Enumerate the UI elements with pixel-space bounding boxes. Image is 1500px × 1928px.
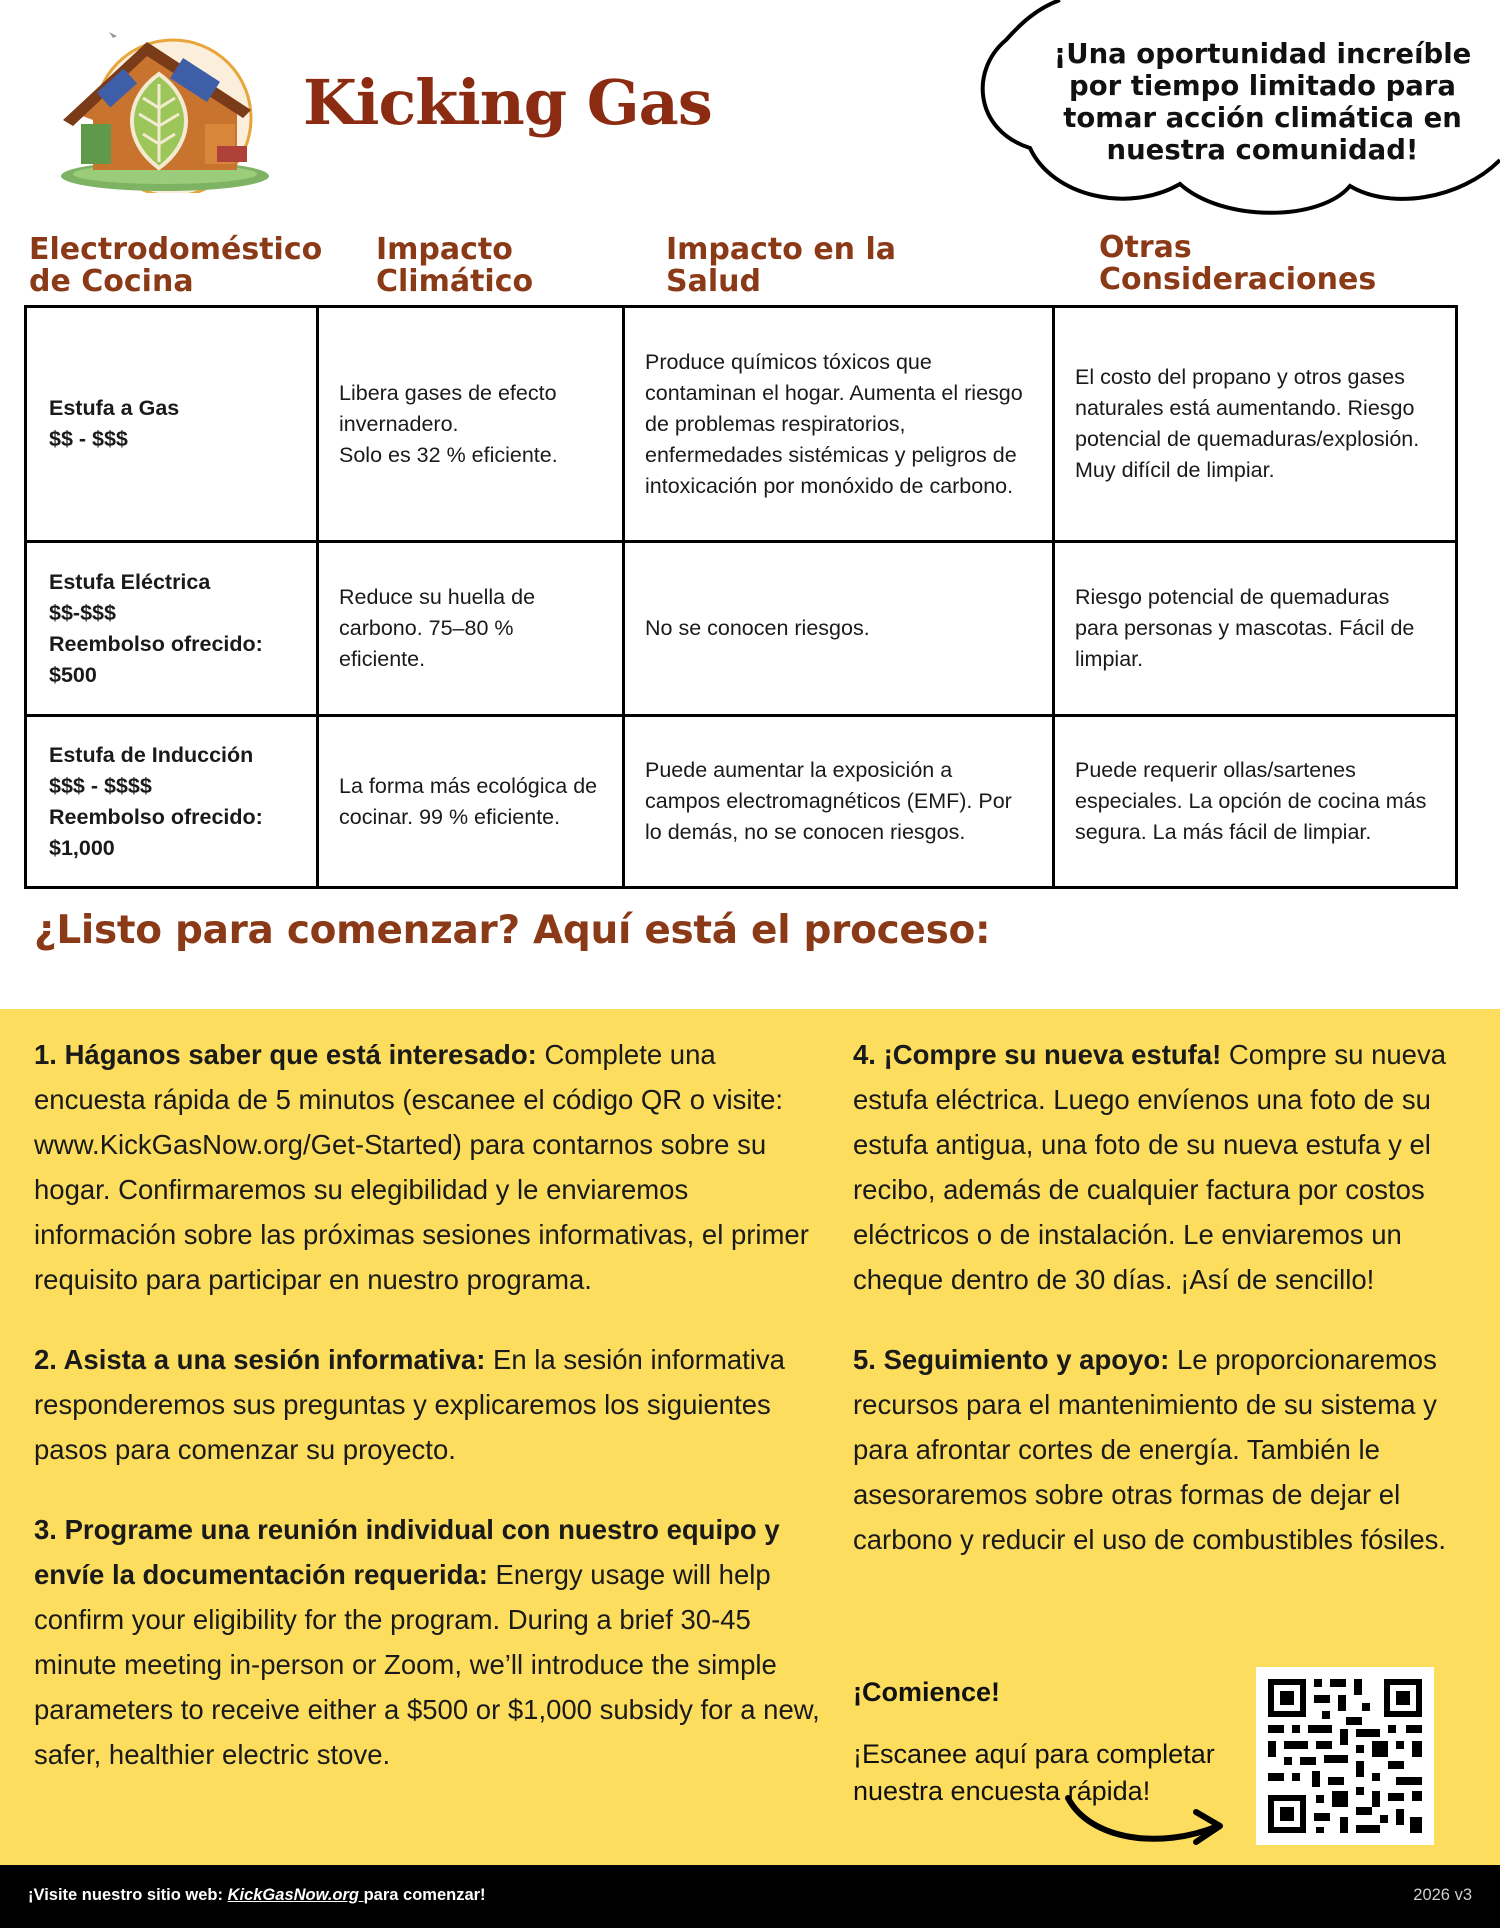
step-5: 5. Seguimiento y apoyo: Le proporcionaremos recursos para el mantenimiento de su sistema y para afrontar cortes de energía. También le asesoraremos sobre otras formas de dejar el carbono y reducir el uso de combustibles fósiles. (853, 1344, 1447, 1555)
cta-text: ¡Escanee aquí para completar nuestra encuesta rápida! (853, 1739, 1215, 1806)
version-label: 2026 v3 (1413, 1886, 1472, 1904)
column-heading-climate: Impacto Climático (376, 232, 534, 299)
health-cell: No se conocen riesgos. (624, 542, 1054, 716)
column-heading-appliance: Electrodoméstico de Cocina (29, 232, 323, 299)
process-title: ¿Listo para comenzar? Aquí está el proceso: (34, 908, 991, 953)
column-heading-health: Impacto en la Salud (666, 232, 896, 299)
other-cell: Riesgo potencial de quemaduras para personas y mascotas. Fácil de limpiar. (1054, 542, 1457, 716)
house-leaf-logo-icon (55, 28, 277, 193)
table-row (26, 542, 1457, 716)
step-2: 2. Asista a una sesión informativa: En la sesión informativa responderemos sus preguntas y explicaremos los siguientes pasos para comenzar su proyecto. (34, 1344, 785, 1465)
step-1: 1. Háganos saber que está interesado: Complete una encuesta rápida de 5 minutos (escanee el código QR o visite: www.KickGasNow.org/Get-Started) para contarnos sobre su hogar. Confirmaremos su elegibilidad y le enviaremos información sobre las próximas sesiones informativas, el primer requisito para participar en nuestro programa. (34, 1039, 809, 1295)
appliance-cell: Estufa Eléctrica $$-$$$ Reembolso ofrecido: $500 (26, 542, 318, 716)
steps-left-column (34, 1032, 834, 1812)
climate-cell: La forma más ecológica de cocinar. 99 % eficiente. (318, 716, 624, 888)
steps-right-column (853, 1032, 1473, 1597)
footer-bar (0, 1865, 1500, 1928)
footer-visit-text: ¡Visite nuestro sitio web: KickGasNow.org para comenzar! (28, 1886, 486, 1904)
qr-code-icon[interactable] (1256, 1667, 1434, 1845)
other-cell: Puede requerir ollas/sartenes especiales. La opción de cocina más segura. La más fácil de limpiar. (1054, 716, 1457, 888)
column-heading-other: Otras Consideraciones (1099, 230, 1377, 297)
cta-heading: ¡Comience! (853, 1677, 1001, 1707)
promo-bubble-text: ¡Una oportunidad increíble por tiempo limitado para tomar acción climática en nuestra comunidad! (1053, 38, 1472, 166)
table-row (26, 307, 1457, 542)
table-row (26, 716, 1457, 888)
health-cell: Produce químicos tóxicos que contaminan el hogar. Aumenta el riesgo de problemas respiratorios, enfermedades sistémicas y peligros de intoxicación por monóxido de carbono. (624, 307, 1054, 542)
step-4: 4. ¡Compre su nueva estufa! Compre su nueva estufa eléctrica. Luego envíenos una foto de su estufa antigua, una foto de su nueva estufa y el recibo, además de cualquier factura por costos eléctricos o de instalación. Le enviaremos un cheque dentro de 30 días. ¡Así de sencillo! (853, 1039, 1446, 1295)
stove-comparison-table (24, 305, 1458, 889)
brand-title: Kicking Gas (303, 66, 712, 139)
climate-cell: Libera gases de efecto invernadero. Solo es 32 % eficiente. (318, 307, 624, 542)
step-3: 3. Programe una reunión individual con nuestro equipo y envíe la documentación requerida: Energy usage will help confirm your eligibility for the program. During a brief 30-45 minute meeting in-person or Zoom, we’ll introduce the simple parameters to receive either a $500 or $1,000 subsidy for a new, safer, healthier electric stove. (34, 1514, 820, 1770)
other-cell: El costo del propano y otros gases naturales está aumentando. Riesgo potencial de quemaduras/explosión. Muy difícil de limpiar. (1054, 307, 1457, 542)
appliance-cell: Estufa a Gas $$ - $$$ (26, 307, 318, 542)
health-cell: Puede aumentar la exposición a campos electromagnéticos (EMF). Por lo demás, no se conocen riesgos. (624, 716, 1054, 888)
appliance-cell: Estufa de Inducción $$$ - $$$$ Reembolso ofrecido: $1,000 (26, 716, 318, 888)
website-link[interactable]: KickGasNow.org (227, 1886, 364, 1904)
curved-arrow-icon (1060, 1790, 1230, 1855)
climate-cell: Reduce su huella de carbono. 75–80 % eficiente. (318, 542, 624, 716)
